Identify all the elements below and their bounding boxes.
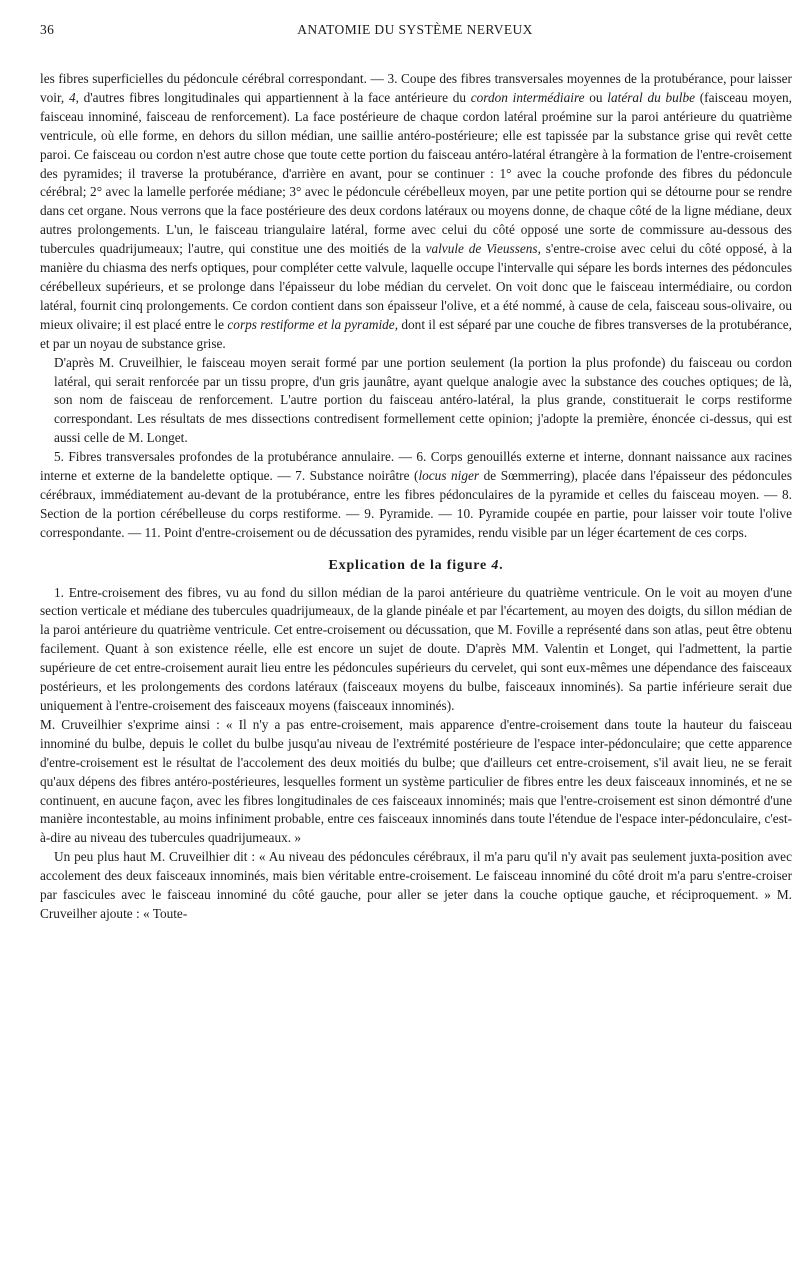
running-head — [40, 22, 790, 42]
body-text — [40, 70, 792, 924]
section-heading: Explication de la figure 4. — [328, 557, 504, 573]
paragraph-explanation-item-1: 1. Entre-croisement des fibres, vu au fond du sillon médian de la paroi antérieure du quatrième ventricule. On le voit au moyen d'une section verticale et médiane des tubercules quadrijumeaux, de la glande pinéale et par l'écartement, au moyen des doigts, du sillon médian de la paroi antérieure du quatrième ventricule. Cet entre-croisement ou décussation, que M. Foville a représenté dans son atlas, peut être obtenu facilement. Quant à son existence réelle, elle est encore un sujet de doute. D'après MM. Valentin et Longet, qui l'admettent, la partie supérieure de cet entre-croisement aurait lieu entre les pédoncules supérieurs du cervelet, qui sont eux-mêmes une dépendance des faisceaux postérieurs, et les prolongements des cordons latéraux (faisceaux moyens du bulbe, faisceaux innominés). Sa partie inférieure serait due uniquement à l'entre-croisement des faisceaux moyens (faisceaux innominés). — [40, 584, 792, 713]
paragraph-cruveilhier-quote: M. Cruveilhier s'exprime ainsi : « Il n'y a pas entre-croisement, mais apparence d'entre-croisement dans toute la hauteur du faisceau innominé du bulbe, depuis le collet du bulbe jusqu'au niveau de l'extrémité postérieure de l'espace inter-pédonculaire; que cette apparence d'entre-croisement est le résultat de l'accolement des deux moitiés du bulbe; que d'ailleurs cet entre-croisement, s'il avait lieu, ne se ferait qu'aux dépens des fibres antéro-postérieures, lesquelles forment un système particulier de fibres entre les deux faisceaux innominés, et ne se continuent, en aucune façon, avec les fibres longitudinales de ces faisceaux innominés; mais que l'entre-croisement est sinon démontré d'une manière incontestable, au moins infiniment probable, entre ces faisceaux innominés dans toute l'étendue de l'espace inter-pédonculaire, c'est-à-dire au niveau des tubercules quadrijumeaux. » — [40, 716, 792, 846]
paragraph-cruveilhier-further: Un peu plus haut M. Cruveilhier dit : « Au niveau des pédoncules cérébraux, il m'a paru qu'il n'y avait pas seulement juxta-position avec accolement des deux faisceaux innominés, mais bien véritable entre-croisement. Le faisceau innominé du côté droit m'a paru s'entre-croiser par fascicules avec le faisceau innominé du côté gauche, pour aller se jeter dans la couche optique gauche, et réciproquement. » M. Cruveilher ajoute : « Toute- — [40, 849, 792, 921]
header-title: ANATOMIE DU SYSTÈME NERVEUX — [297, 22, 533, 37]
page-number: 36 — [40, 22, 55, 37]
paragraph-cruveilhier-opinion: D'après M. Cruveilhier, le faisceau moyen serait formé par une portion seulement (la portion la plus profonde) du faisceau ou cordon latéral, qui serait renforcée par un tissu propre, d'un gris jaunâtre, ayant quelque analogie avec la substance des couches optiques; de là, son nom de faisceau de renforcement. L'autre portion du faisceau antéro-latéral, la plus grande, constituerait le corps restiforme correspondant. Les résultats de mes dissections contredisent formellement cette opinion; j'adopte la première, énoncée ci-dessus, qui est aussi celle de M. Longet. — [54, 354, 792, 446]
paragraph-items-5-to-11: 5. Fibres transversales profondes de la protubérance annulaire. — 6. Corps genouillés externe et interne, donnant naissance aux racines interne et externe de la bandelette optique. — 7. Substance noirâtre (locus niger de Sœmmerring), placée dans l'épaisseur des pédoncules cérébraux, immédiatement au-devant de la protubérance, entre les fibres pédonculaires de la pyramide et celles du faisceau moyen. — 8. Section de la portion cérébelleuse du corps restiforme. — 9. Pyramide. — 10. Pyramide coupée en partie, pour laisser voir toute l'olive correspondante. — 11. Point d'entre-croisement ou de décussation des pyramides, rendu visible par un léger écartement de ces corps. — [40, 449, 792, 540]
paragraph-figure-description-continued: les fibres superficielles du pédoncule cérébral correspondant. — 3. Coupe des fibres transversales moyennes de la protubérance, pour laisser voir, 4, d'autres fibres longitudinales qui appartiennent à la face antérieure du cordon intermédiaire ou latéral du bulbe (faisceau moyen, faisceau innominé, faisceau de renforcement). La face postérieure de chaque cordon latéral proémine sur la paroi antérieure du quatrième ventricule, où elle forme, en dehors du sillon médian, une saillie antéro-postérieure; elle est tapissée par la substance grise qui revêt cette paroi. Ce faisceau ou cordon n'est autre chose que toute cette portion du faisceau antéro-latéral étrangère à la formation de l'entre-croisement des pyramides; il traverse la protubérance, d'arrière en avant, pour se continuer : 1° avec la couche profonde des fibres du pédoncule cérébral; 2° avec la lamelle perforée médiane; 3° avec le pédoncule cérébelleux moyen, par une petite portion qui se détourne pour se rendre dans cet organe. Nous verrons que la face postérieure des deux cordons latéraux ou moyens donne, de chaque côté de la ligne médiane, deux autres prolongements. L'un, le faisceau triangulaire latéral, forme avec celui du côté opposé une sorte de commissure au-dessous des tubercules quadrijumeaux; l'autre, qui constitue une des moitiés de la valvule de Vieussens, s'entre-croise avec celui du côté opposé, à la manière du chiasma des nerfs optiques, pour compléter cette valvule, laquelle occupe l'intervalle qui sépare les bords internes des pédoncules cérébelleux supérieurs, et se prolonge dans l'épaisseur du lobe médian du cervelet. On voit donc que le faisceau intermédiaire, ou cordon latéral, fournit cinq prolongements. Ce cordon contient dans son épaisseur l'olive, et a été nommé, à cause de cela, faisceau sous-olivaire, ou mieux olivaire; il est placé entre le corps restiforme et la pyramide, dont il est séparé par une couche de fibres transverses de la protubérance, et par un noyau de substance grise. — [40, 71, 792, 351]
